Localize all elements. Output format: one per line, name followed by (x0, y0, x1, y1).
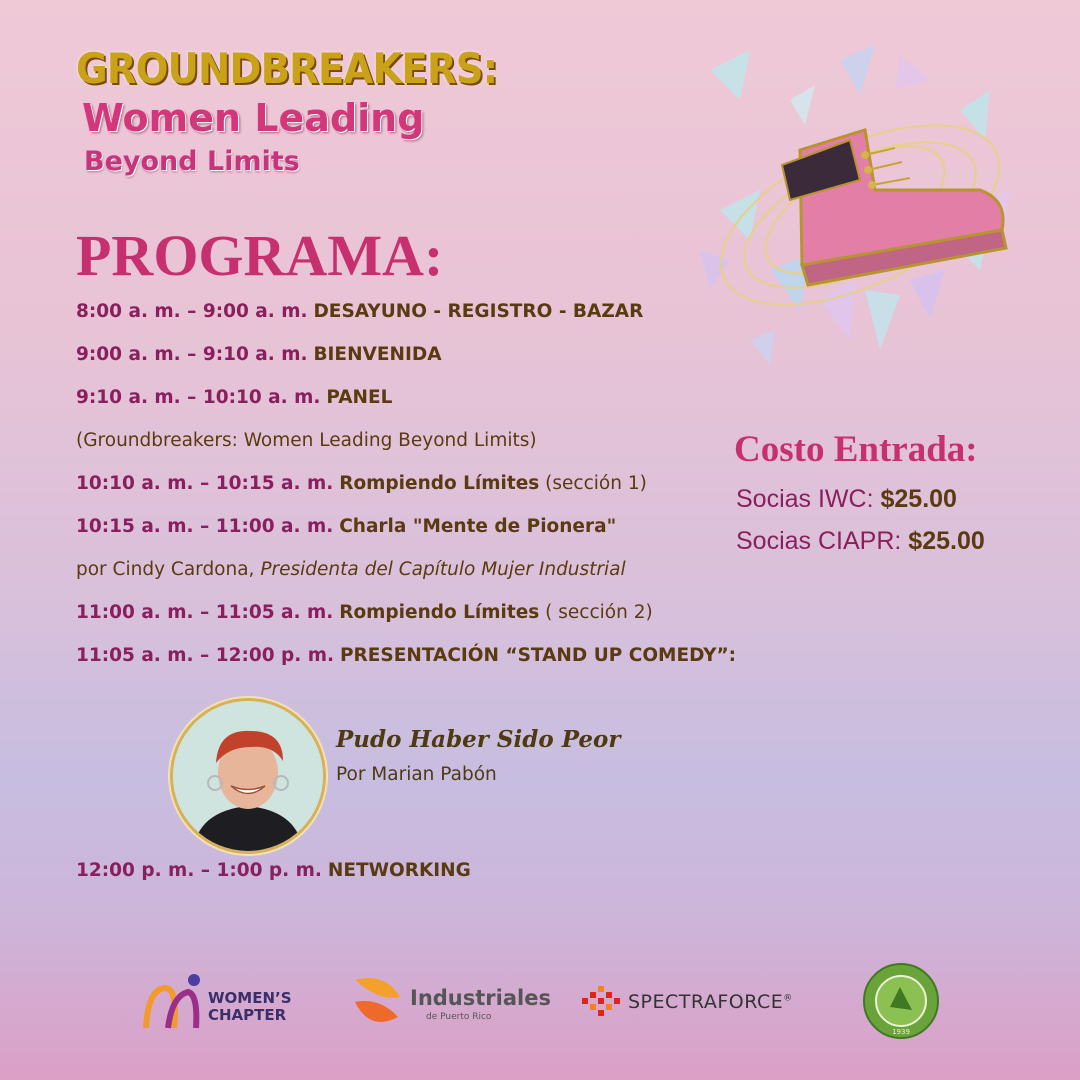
pricing-heading: Costo Entrada: (734, 429, 978, 470)
schedule-row (76, 860, 471, 881)
schedule-activity: Rompiendo Límites (339, 473, 540, 494)
schedule-time: 11:05 a. m. – 12:00 p. m. (76, 645, 335, 666)
womens-chapter-mark-icon (138, 968, 208, 1038)
schedule-row (76, 473, 647, 494)
schedule-row (76, 344, 442, 365)
schedule-time: 10:15 a. m. – 11:00 a. m. (76, 516, 334, 537)
schedule-activity: PANEL (326, 387, 393, 408)
price-label: Socias IWC: (736, 485, 874, 513)
price-row (736, 485, 957, 514)
schedule-extra: (sección 1) (545, 473, 647, 494)
price-value: $25.00 (908, 527, 985, 555)
womens-chapter-line1: WOMEN’S (208, 989, 292, 1007)
pink-boot-icon (690, 40, 1020, 370)
schedule-time: 8:00 a. m. – 9:00 a. m. (76, 301, 308, 322)
show-performer: Por Marian Pabón (336, 764, 497, 785)
spectraforce-name: SPECTRAFORCE (628, 991, 784, 1013)
spectraforce-pixel-icon (582, 984, 626, 1018)
schedule-activity: BIENVENIDA (313, 344, 442, 365)
show-title: Pudo Haber Sido Peor (336, 726, 621, 753)
schedule-time: 11:00 a. m. – 11:05 a. m. (76, 602, 334, 623)
industriales-sub: de Puerto Rico (426, 1012, 492, 1022)
schedule-activity: NETWORKING (327, 860, 471, 881)
schedule-activity: DESAYUNO - REGISTRO - BAZAR (313, 301, 644, 322)
industriales-name: Industriales (410, 986, 551, 1010)
spectraforce-logo (582, 984, 822, 1020)
schedule-activity: Rompiendo Límites (339, 602, 540, 623)
speaker-title: Presidenta del Capítulo Mujer Industrial (260, 559, 626, 580)
schedule-note (76, 559, 626, 580)
womens-chapter-line2: CHAPTER (208, 1006, 287, 1024)
schedule-note-text: (Groundbreakers: Women Leading Beyond Limits) (76, 430, 537, 451)
schedule-row (76, 645, 736, 666)
schedule-row (76, 602, 653, 623)
title-beyond-limits: Beyond Limits (84, 146, 300, 177)
schedule-time: 9:10 a. m. – 10:10 a. m. (76, 387, 321, 408)
schedule-extra: ( sección 2) (545, 602, 653, 623)
schedule-time: 10:10 a. m. – 10:15 a. m. (76, 473, 334, 494)
schedule-row (76, 516, 616, 537)
schedule-time: 9:00 a. m. – 9:10 a. m. (76, 344, 308, 365)
industriales-logo (350, 972, 550, 1034)
speaker-name: por Cindy Cardona, (76, 559, 255, 580)
schedule-row (76, 301, 643, 322)
title-women-leading: Women Leading (82, 96, 425, 140)
price-value: $25.00 (880, 485, 957, 513)
schedule-activity: PRESENTACIÓN “STAND UP COMEDY”: (339, 645, 737, 666)
spectraforce-trademark: ® (783, 993, 793, 1004)
price-label: Socias CIAPR: (736, 527, 902, 555)
schedule-note (76, 430, 537, 451)
program-heading: PROGRAMA: (76, 223, 444, 288)
performer-photo-icon (173, 701, 323, 851)
schedule-time: 12:00 p. m. – 1:00 p. m. (76, 860, 322, 881)
performer-avatar (170, 698, 326, 854)
ciapr-seal-year: 1939 (892, 1028, 910, 1036)
title-groundbreakers: GROUNDBREAKERS: (76, 44, 498, 93)
price-row (736, 527, 985, 556)
industriales-mark-icon (350, 972, 410, 1032)
schedule-activity: Charla "Mente de Pionera" (339, 516, 617, 537)
ciapr-seal (862, 962, 940, 1040)
womens-chapter-logo (138, 968, 308, 1038)
schedule-row (76, 387, 392, 408)
ciapr-seal-icon (862, 962, 940, 1040)
